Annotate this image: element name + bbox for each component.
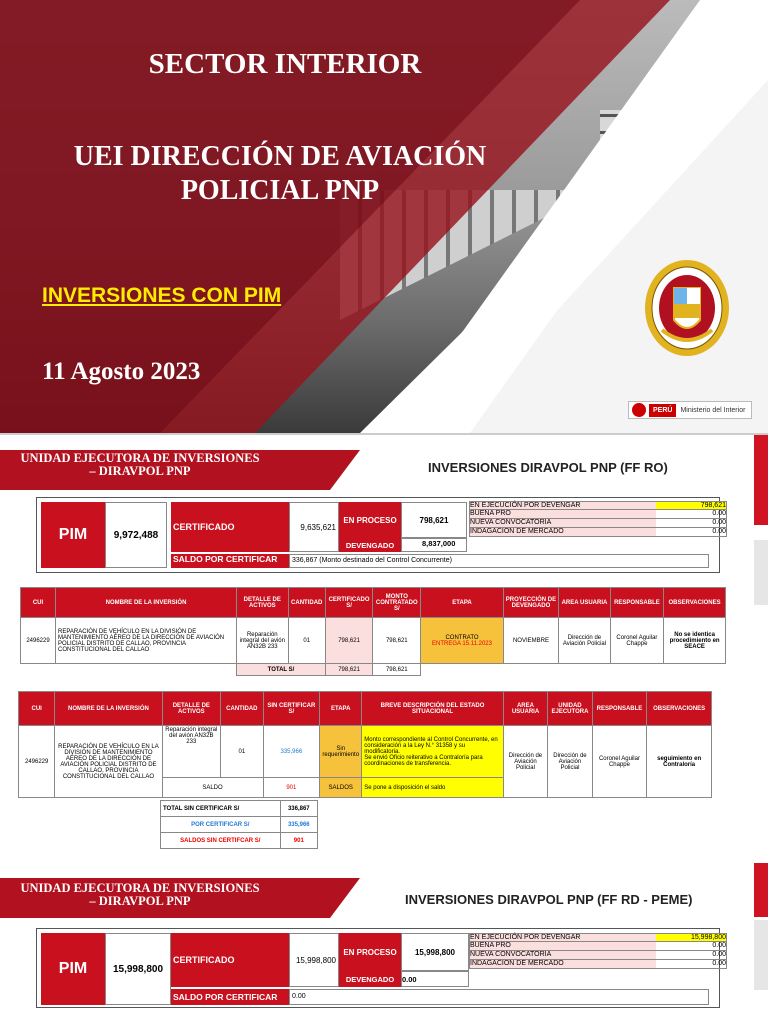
total-row: POR CERTIFICAR S/ 335,966 (161, 817, 318, 833)
col-header: RESPONSABLE (610, 588, 664, 618)
side-accent-grey (754, 540, 768, 605)
col-header: NOMBRE DE LA INVERSIÓN (55, 588, 236, 618)
pim-value: 9,972,488 (105, 502, 167, 568)
status-row: BUENA PRO 0.00 (470, 942, 726, 949)
side-accent (754, 435, 768, 525)
cell-etapa: Sin requerimiento (320, 726, 362, 778)
certificado-value: 15,998,800 (289, 933, 339, 987)
col-header: AREA USUARIA (503, 692, 547, 726)
cell-saldo-label: SALDO (162, 778, 263, 798)
cell-desc: Monto correspondiente al Control Concurrente, en consideración a la Ley N.° 31358 y su modificatoria. Se envió Oficio reiterativo a Contraloría para coordinaciones de transferencia. (362, 726, 503, 778)
cell-nombre: REPARACIÓN DE VEHÍCULO EN LA DIVISIÓN DE MANTENIMIENTO AÉREO DE LA DIRECCIÓN DE AVIACIÓN POLICIAL DISTRITO DE CALLAO, PROVINCIA CONSTITUCIONAL DEL CALLAO (55, 726, 162, 798)
totals-table (160, 800, 318, 849)
cover-date: 11 Agosto 2023 (42, 358, 201, 385)
cell-monto: 798,621 (373, 618, 421, 664)
certificado-value: 9,635,621 (289, 502, 339, 552)
saldo-value: 336,867 (Monto destinado del Control Concurrente) (289, 554, 709, 568)
devengado-value: 8,837,000 (401, 538, 467, 552)
status-row: EN EJECUCIÓN POR DEVENGAR 15,998,800 (470, 934, 726, 941)
col-header: OBSERVACIONES (664, 588, 726, 618)
col-header: UNIDAD EJECUTORA (548, 692, 592, 726)
total-row: SALDOS SIN CERTIFCAR S/ 901 (161, 833, 318, 849)
cell-detalle: Reparación integral del avión AN32B 233 (162, 726, 221, 778)
cover-subtitle: UEI DIRECCIÓN DE AVIACIÓN POLICIAL PNP (73, 141, 487, 206)
section2-header-right: INVERSIONES DIRAVPOL PNP (FF RD - PEME) (405, 892, 693, 907)
status-row: EN EJECUCIÓN POR DEVENGAR 798,621 (470, 502, 726, 509)
col-header: DETALLE DE ACTIVOS (162, 692, 221, 726)
cell-unidad: Dirección de Aviación Policial (548, 726, 592, 798)
total-label: TOTAL S/ (237, 664, 326, 676)
saldo-label: SALDO POR CERTIFICAR (171, 554, 289, 568)
cell-certificado: 798,621 (325, 618, 372, 664)
pim-label: PIM (41, 502, 105, 568)
total-monto: 798,621 (373, 664, 421, 676)
cover-section: INVERSIONES CON PIM (42, 284, 282, 307)
cell-etapa: CONTRATO ENTREGA 15.11.2023 (421, 618, 503, 664)
cell-observaciones: seguimiento en Contraloría (647, 726, 712, 798)
peru-shield-icon (632, 403, 646, 417)
cell-responsable: Coronel Aguilar Chappe (610, 618, 664, 664)
cell-sin-cert: 335,966 (263, 726, 320, 778)
status-table-1 (469, 501, 727, 537)
col-header: AREA USUARIA (559, 588, 610, 618)
status-row: NUEVA CONVOCATORIA 0.00 (470, 951, 726, 958)
cell-cui: 2496229 (21, 618, 56, 664)
section1-header-right: INVERSIONES DIRAVPOL PNP (FF RO) (428, 460, 668, 475)
en-proceso-label: EN PROCESO (339, 502, 401, 538)
pim-summary-1 (36, 497, 726, 573)
en-proceso-value: 798,621 (401, 502, 467, 538)
col-header: CERTIFICADO S/ (325, 588, 372, 618)
gov-ministry: Ministerio del Interior (680, 406, 746, 414)
saldo-label: SALDO POR CERTIFICAR (171, 989, 289, 1005)
col-header: OBSERVACIONES (647, 692, 712, 726)
section1-header-left: UNIDAD EJECUTORA DE INVERSIONES – DIRAVPOL PNP (20, 451, 260, 478)
cell-saldo-value: 901 (263, 778, 320, 798)
cell-observaciones: No se identica procedimiento en SEACE (664, 618, 726, 664)
col-header: ETAPA (421, 588, 503, 618)
cell-cantidad: 01 (288, 618, 325, 664)
col-header: CANTIDAD (221, 692, 263, 726)
pim-label: PIM (41, 933, 105, 1005)
cell-saldos-label: SALDOS (320, 778, 362, 798)
col-header: SIN CERTIFICAR S/ (263, 692, 320, 726)
total-cert: 798,621 (325, 664, 372, 676)
gov-badge (628, 401, 752, 419)
col-header: NOMBRE DE LA INVERSIÓN (55, 692, 162, 726)
cell-nombre: REPARACIÓN DE VEHÍCULO EN LA DIVISIÓN DE MANTENIMIENTO AÉREO DE LA DIRECCIÓN DE AVIACIÓN POLICIAL DISTRITO DE CALLAO, PROVINCIA CONSTITUCIONAL DEL CALLAO (55, 618, 236, 664)
en-proceso-label: EN PROCESO (339, 933, 401, 971)
status-row: BUENA PRO 0.00 (470, 510, 726, 517)
cover-title: SECTOR INTERIOR (148, 48, 422, 80)
col-header: ETAPA (320, 692, 362, 726)
status-row: INDAGACION DE MERCADO 0.00 (470, 960, 726, 967)
devengado-value: 0.00 (401, 971, 469, 987)
status-row: INDAGACION DE MERCADO 0.00 (470, 528, 726, 535)
table-row (19, 726, 712, 778)
col-header: CUI (19, 692, 55, 726)
col-header: DETALLE DE ACTIVOS (237, 588, 288, 618)
cell-area: Dirección de Aviación Policial (503, 726, 547, 798)
table-row (21, 618, 726, 664)
side-accent-grey (754, 920, 768, 990)
col-header: PROYECCIÓN DE DEVENGADO (503, 588, 559, 618)
col-header: BREVE DESCRIPCIÓN DEL ESTADO SITUACIONAL (362, 692, 503, 726)
devengado-label: DEVENGADO (339, 971, 401, 987)
cell-proyeccion: NOVIEMBRE (503, 618, 559, 664)
slide-divider (0, 433, 768, 435)
devengado-label: DEVENGADO (339, 538, 401, 552)
cell-cui: 2496229 (19, 726, 55, 798)
cell-responsable: Coronel Aguilar Chappe (592, 726, 647, 798)
pim-value: 15,998,800 (105, 933, 171, 1005)
total-row: TOTAL SIN CERTIFICAR S/ 336,867 (161, 801, 318, 817)
section2-header-left: UNIDAD EJECUTORA DE INVERSIONES – DIRAVPOL PNP (20, 881, 260, 908)
col-header: MONTO CONTRATADO S/ (373, 588, 421, 618)
pim-summary-2 (36, 928, 726, 1008)
col-header: RESPONSABLE (592, 692, 647, 726)
cell-area: Dirección de Aviación Policial (559, 618, 610, 664)
status-table-2 (469, 933, 727, 969)
cell-detalle: Reparación integral del avión AN32B 233 (237, 618, 288, 664)
investment-table-1 (20, 587, 726, 676)
col-header: CUI (21, 588, 56, 618)
certificado-label: CERTIFICADO (171, 502, 289, 552)
cover-slide (0, 0, 768, 433)
police-emblem-icon (644, 258, 730, 358)
certificado-label: CERTIFICADO (171, 933, 289, 987)
status-row: NUEVA CONVOCATORIA 0.00 (470, 519, 726, 526)
cell-cantidad: 01 (221, 726, 263, 778)
saldo-value: 0.00 (289, 989, 709, 1005)
cell-saldos-desc: Se pone a disposición el saldo (362, 778, 503, 798)
col-header: CANTIDAD (288, 588, 325, 618)
investment-table-2 (18, 691, 712, 798)
side-accent (754, 863, 768, 917)
gov-country: PERÚ (649, 404, 676, 417)
en-proceso-value: 15,998,800 (401, 933, 469, 971)
total-row (21, 664, 726, 676)
